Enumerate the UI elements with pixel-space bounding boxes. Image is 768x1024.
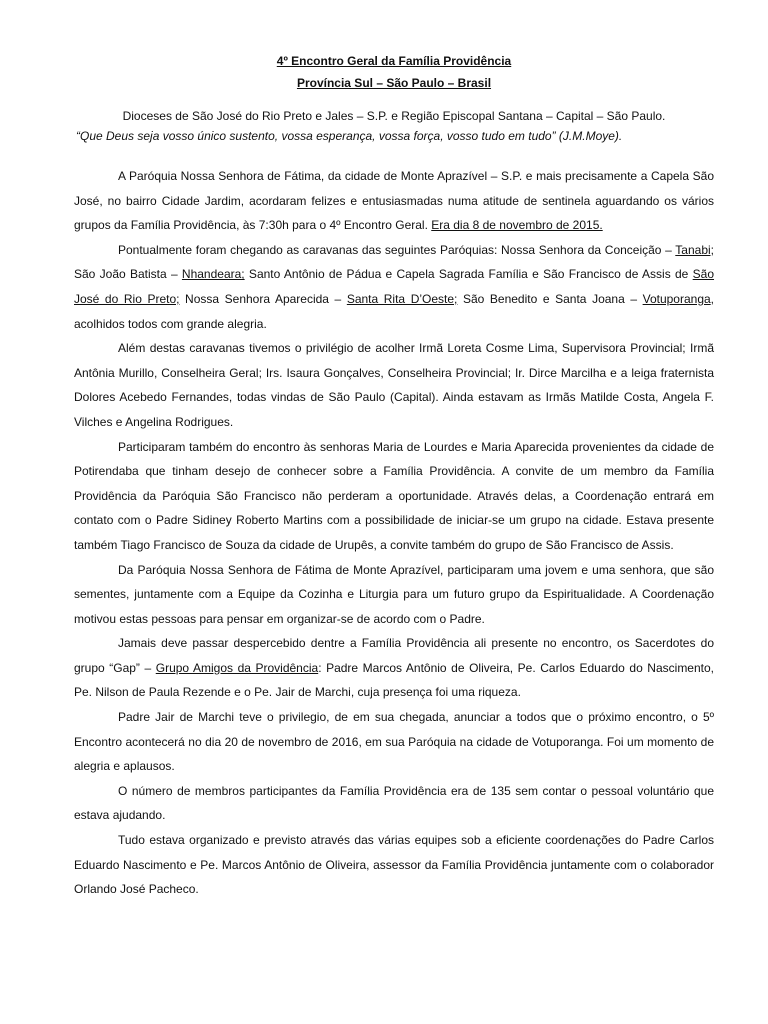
city-tanabi: Tanabi; — [675, 242, 714, 257]
paragraph-9: Tudo estava organizado e previsto através das várias equipes sob a eficiente coordenações do Padre Carlos Eduardo Nascimento e Pe. Marcos Antônio de Oliveira, assessor da Família Providência juntamente com o colaborador Orlando José Pacheco. — [74, 833, 714, 897]
document-subtitle: Província Sul – São Paulo – Brasil — [296, 76, 492, 90]
paragraph-2-text: , acolhidos todos com grande alegria. — [74, 291, 715, 331]
document-page — [74, 50, 714, 902]
paragraph-2-text: Santo Antônio de Pádua e Capela Sagrada Família e São Francisco de Assis de — [244, 267, 693, 282]
paragraph-2-text: São Benedito e Santa Joana – — [457, 291, 643, 306]
paragraph-8: O número de membros participantes da Família Providência era de 135 sem contar o pessoal voluntário que estava ajudando. — [74, 783, 714, 823]
city-sao-jose-do-rio-preto: São José do Rio Preto; — [74, 267, 715, 306]
epigraph-quote: “Que Deus seja vosso único sustento, vossa esperança, vossa força, vosso tudo em tudo” (J.M.Moye). — [76, 129, 623, 143]
document-body — [74, 164, 714, 902]
paragraph-6-text: : Padre Marcos Antônio de Oliveira, Pe. Carlos Eduardo do Nascimento, Pe. Nilson de Paula Rezende e o Pe. Jair de Marchi, cuja presença foi uma riqueza. — [74, 660, 714, 700]
document-title: 4º Encontro Geral da Família Providência — [276, 54, 512, 68]
city-santa-rita-doeste: Santa Rita D’Oeste; — [346, 291, 458, 306]
paragraph-2-text: Nossa Senhora Aparecida – — [179, 291, 347, 306]
paragraph-2-text: São João Batista – — [74, 267, 182, 282]
dioceses-line: Dioceses de São José do Rio Preto e Jales – S.P. e Região Episcopal Santana – Capital – São Paulo. — [122, 109, 666, 123]
event-date: Era dia 8 de novembro de 2015. — [431, 218, 603, 233]
paragraph-2 — [74, 238, 714, 336]
paragraph-7: Padre Jair de Marchi teve o privilegio, de em sua chegada, anunciar a todos que o próximo encontro, o 5º Encontro acontecerá no dia 20 de novembro de 2016, em sua Paróquia na cidade de Votuporanga. Foi um momento de alegria e aplausos. — [74, 710, 714, 774]
paragraph-1 — [74, 164, 714, 238]
paragraph-4: Participaram também do encontro às senhoras Maria de Lourdes e Maria Aparecida provenientes da cidade de Potirendaba que tinham desejo de conhecer sobre a Família Providência. A convite de um membro da Família Providência da Paróquia São Francisco não perderam a oportunidade. Através delas, a Coordenação entrará em contato com o Padre Sidiney Roberto Martins com a possibilidade de iniciar-se um grupo na cidade. Estava presente também Tiago Francisco de Souza da cidade de Urupês, a convite também do grupo de São Francisco de Assis. — [74, 439, 714, 552]
group-name: Grupo Amigos da Providência — [155, 660, 319, 675]
paragraph-1-text: A Paróquia Nossa Senhora de Fátima, da cidade de Monte Aprazível – S.P. e mais precisamente a Capela São José, no bairro Cidade Jardim, acordaram felizes e entusiasmadas numa atitude de sentinela aguardando os vários grupos da Família Providência, às 7:30h para o 4º Encontro Geral. — [74, 169, 714, 233]
paragraph-6 — [74, 631, 714, 705]
city-votuporanga: Votuporanga — [642, 291, 711, 306]
city-nhandeara: Nhandeara; — [181, 267, 245, 282]
paragraph-5: Da Paróquia Nossa Senhora de Fátima de Monte Aprazível, participaram uma jovem e uma senhora, que são sementes, juntamente com a Equipe da Cozinha e Liturgia para um futuro grupo da Espiritualidade. A Coordenação motivou estas pessoas para pensar em organizar-se de acordo com o Padre. — [74, 562, 714, 626]
paragraph-2-text: Pontualmente foram chegando as caravanas das seguintes Paróquias: Nossa Senhora da Conceição – — [118, 242, 676, 257]
paragraph-3: Além destas caravanas tivemos o privilégio de acolher Irmã Loreta Cosme Lima, Supervisora Provincial; Irmã Antônia Murillo, Conselheira Geral; Irs. Isaura Gonçalves, Conselheira Provincial; Ir. Dirce Marcilha e a leiga fraternista Dolores Acebedo Fernandes, todas vindas de São Paulo (Capital). Ainda estavam as Irmãs Matilde Costa, Angela F. Vilches e Angelina Rodrigues. — [74, 341, 714, 429]
paragraph-6-text: Jamais deve passar despercebido dentre a Família Providência ali presente no encontro, os Sacerdotes do grupo “Gap” – — [74, 636, 714, 675]
